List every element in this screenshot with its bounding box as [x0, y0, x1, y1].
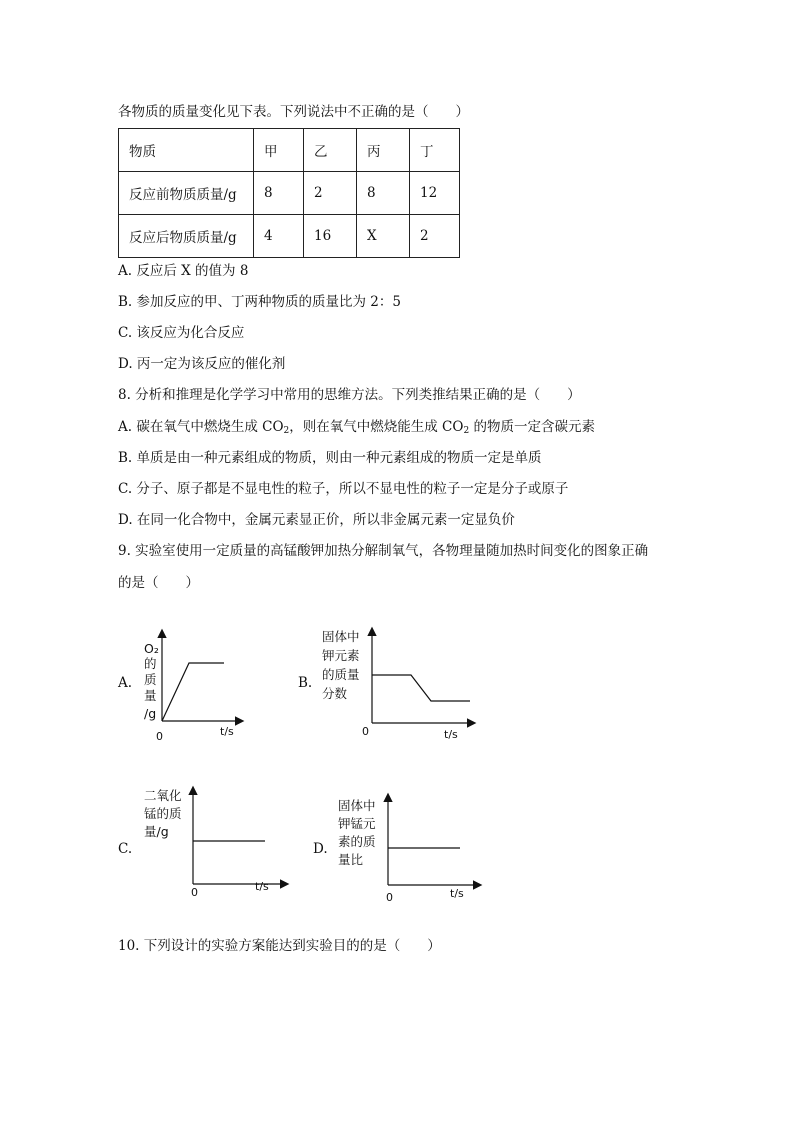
origin-label: 0 [386, 891, 393, 904]
y-label: 二氧化 [144, 788, 182, 803]
q8-option-a-text: 的物质一定含碳元素 [469, 419, 595, 435]
y-label: 钾锰元 [338, 816, 376, 831]
y-label: 钾元素 [322, 648, 360, 663]
q7-option-a: A. 反应后 X 的值为 8 [118, 263, 249, 279]
curve [372, 675, 470, 701]
table-cell: 8 [254, 172, 304, 215]
q8-option-a-text: ，则在氧气中燃烧能生成 CO [289, 419, 464, 435]
table-row [119, 172, 460, 215]
q8-option-b: B. 单质是由一种元素组成的物质，则由一种元素组成的物质一定是单质 [118, 450, 542, 466]
table-cell: 反应前物质质量/g [119, 172, 254, 215]
x-label: t/s [255, 880, 269, 893]
y-label: O₂ [144, 641, 159, 656]
q8-option-d: D. 在同一化合物中，金属元素显正价，所以非金属元素一定显负价 [118, 512, 515, 528]
y-label: 锰的质 [144, 806, 182, 821]
y-label: /g [144, 706, 157, 721]
mass-table [118, 128, 460, 258]
y-label: 的质量 [322, 667, 360, 682]
origin-label: 0 [362, 725, 369, 738]
table-row [119, 215, 460, 258]
y-label: 素的质 [338, 834, 376, 849]
graph-d-label: D. [313, 841, 328, 857]
y-label: 固体中 [338, 798, 376, 813]
table-cell: 2 [410, 215, 460, 258]
table-cell: 丙 [357, 129, 410, 172]
subscript: 2 [283, 426, 290, 436]
y-label: 量 [144, 688, 157, 703]
q8-option-a-text: A. 碳在氧气中燃烧生成 CO [118, 419, 284, 435]
table-header-row [119, 129, 460, 172]
table-cell: 反应后物质质量/g [119, 215, 254, 258]
table-cell: 4 [254, 215, 304, 258]
table-cell: 乙 [304, 129, 357, 172]
x-label: t/s [450, 887, 464, 900]
y-label: 量比 [338, 852, 364, 867]
graph-a [138, 625, 248, 750]
q8-option-c: C. 分子、原子都是不显电性的粒子，所以不显电性的粒子一定是分子或原子 [118, 481, 569, 497]
q9-stem-line1: 9. 实验室使用一定质量的高锰酸钾加热分解制氧气，各物理量随加热时间变化的图象正确 [118, 543, 649, 559]
y-label: 的 [144, 656, 157, 671]
x-label: t/s [444, 728, 458, 741]
table-cell: 2 [304, 172, 357, 215]
q9-stem-line2: 的是（ ） [118, 575, 199, 591]
x-label: t/s [220, 725, 234, 738]
curve [162, 663, 224, 721]
q7-option-b: B. 参加反应的甲、丁两种物质的质量比为 2：5 [118, 294, 401, 310]
table-cell: 8 [357, 172, 410, 215]
y-label: 质 [144, 672, 157, 687]
y-label: 分数 [322, 686, 348, 701]
origin-label: 0 [191, 886, 198, 899]
graph-b [318, 625, 478, 745]
table-cell: 物质 [119, 129, 254, 172]
y-label: 固体中 [322, 629, 360, 644]
q8-stem: 8. 分析和推理是化学学习中常用的思维方法。下列类推结果正确的是（ ） [118, 387, 581, 403]
y-label: 量/g [144, 824, 169, 839]
q7-option-d: D. 丙一定为该反应的催化剂 [118, 356, 286, 372]
graph-a-label: A. [118, 675, 133, 691]
graph-d [336, 793, 486, 908]
origin-label: 0 [156, 730, 163, 743]
graph-c-label: C. [118, 841, 133, 857]
table-cell: 丁 [410, 129, 460, 172]
q7-option-c: C. 该反应为化合反应 [118, 325, 245, 341]
q8-option-a [118, 419, 595, 439]
table-cell: 甲 [254, 129, 304, 172]
table-cell: X [357, 215, 410, 258]
graph-c [142, 782, 292, 902]
graph-b-label: B. [298, 675, 313, 691]
subscript: 2 [463, 426, 470, 436]
table-cell: 16 [304, 215, 357, 258]
q10-stem: 10. 下列设计的实验方案能达到实验目的的是（ ） [118, 938, 441, 954]
q7-stem: 各物质的质量变化见下表。下列说法中不正确的是（ ） [118, 104, 469, 120]
table-cell: 12 [410, 172, 460, 215]
